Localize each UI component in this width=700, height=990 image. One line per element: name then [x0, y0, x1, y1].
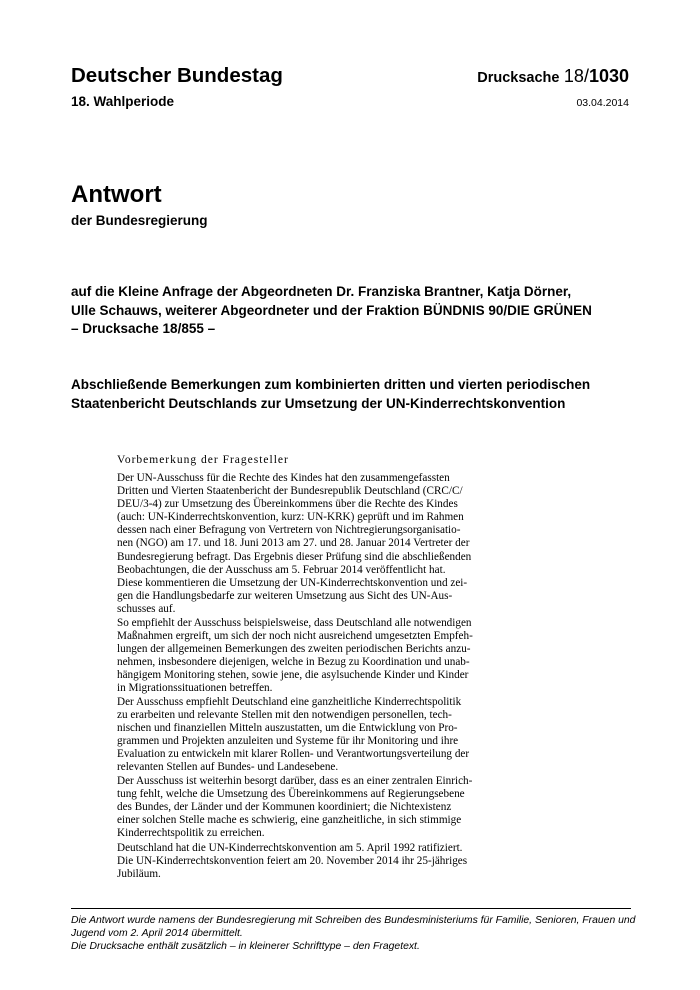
body-paragraph [117, 617, 582, 696]
paragraph-line: lungen der allgemeinen Bemerkungen des zweiten periodischen Berichts anzu- [117, 643, 471, 656]
paragraph-line: grammen und Projekten anzuleiten und Systeme für ihr Monitoring und ihre [117, 735, 459, 748]
paragraph-line: (auch: UN-Kinderrechtskonvention, kurz: UN-KRK) geprüft und im Rahmen [117, 511, 464, 524]
paragraph-line: in Migrationssituationen betreffen. [117, 682, 273, 695]
inquiry-line: – Drucksache 18/855 – [71, 321, 216, 337]
inquiry-line: auf die Kleine Anfrage der Abgeordneten Dr. Franziska Brantner, Katja Dörner, [71, 284, 572, 299]
footnote-divider [71, 908, 631, 909]
organization-name: Deutscher Bundestag [71, 64, 283, 87]
paragraph-line: einer solchen Stelle mache es schwierig, eine ganzheitliche, in sich stimmige [117, 814, 462, 827]
paragraph-line: dessen nach einer Befragung von Vertretern von Nichtregierungsorganisatio- [117, 524, 461, 537]
section-heading: Vorbemerkung der Fragesteller [117, 454, 289, 466]
legislative-period: 18. Wahlperiode [71, 94, 175, 109]
subject-line: Staatenbericht Deutschlands zur Umsetzung der UN-Kinderrechtskonvention [71, 395, 566, 411]
paragraph-line: schusses auf. [117, 602, 176, 615]
paragraph-line: Jubiläum. [117, 868, 161, 881]
document-type-subtitle: der Bundesregierung [71, 213, 208, 228]
paragraph-line: gen die Handlungsbedarfe zur weiteren Umsetzung aus Sicht des UN-Aus- [117, 589, 453, 602]
paragraph-line: Diese kommentieren die Umsetzung der UN-Kinderrechtskonvention und zei- [117, 576, 468, 589]
drucksache-label: Drucksache [477, 70, 560, 86]
inquiry-reference [71, 283, 646, 339]
paragraph-line: Der UN-Ausschuss für die Rechte des Kindes hat den zusammengefassten [117, 472, 450, 484]
paragraph-line: Beobachtungen, die der Ausschuss am 5. Februar 2014 veröffentlicht hat. [117, 563, 446, 576]
paragraph-line: nen (NGO) am 17. und 18. Juni 2013 am 27. und 28. Januar 2014 Vertreter der [117, 537, 470, 550]
body-paragraph [117, 696, 582, 775]
paragraph-line: nehmen, insbesondere diejenigen, welche in Bezug zu Koordination und unab- [117, 656, 470, 669]
paragraph-line: des Bundes, der Länder und der Kommunen koordiniert; die Nichtexistenz [117, 801, 452, 814]
paragraph-line: hängigem Monitoring stehen, sowie jene, die asylsuchende Kinder und Kinder [117, 669, 469, 682]
footnote-line: Die Drucksache enthält zusätzlich – in kleinerer Schrifttype – den Fragetext. [71, 941, 420, 952]
paragraph-line: Bundesregierung befragt. Das Ergebnis dieser Prüfung sind die abschließenden [117, 550, 472, 563]
paragraph-line: Dritten und Vierten Staatenbericht der Bundesrepublik Deutschland (CRC/C/ [117, 485, 463, 498]
paragraph-line: Maßnahmen ergreift, um sich der noch nicht ausreichend umgesetzten Empfeh- [117, 630, 473, 643]
footnote-line: Die Antwort wurde namens der Bundesregierung mit Schreiben des Bundesministeriums für Familie, Senioren, Frauen und [71, 915, 636, 926]
paragraph-line: Deutschland hat die UN-Kinderrechtskonvention am 5. April 1992 ratifiziert. [117, 842, 463, 854]
paragraph-line: Evaluation zu entwickeln mit klarer Rollen- und Verantwortungsverteilung der [117, 748, 470, 761]
drucksache-number: 1030 [588, 66, 629, 86]
body-paragraph [117, 472, 582, 616]
document-subject [71, 376, 646, 413]
paragraph-line: nischen und finanziellen Mitteln auszustatten, um die Entwicklung von Pro- [117, 722, 458, 735]
subject-line: Abschließende Bemerkungen zum kombinierten dritten und vierten periodischen [71, 377, 591, 392]
paragraph-line: Kinderrechtspolitik zu erreichen. [117, 827, 265, 840]
paragraph-line: relevanten Stellen auf Bundes- und Landesebene. [117, 761, 339, 774]
drucksache-reference [477, 66, 629, 87]
paragraph-line: So empfiehlt der Ausschuss beispielsweise, dass Deutschland alle notwendigen [117, 617, 472, 629]
paragraph-line: Der Ausschuss empfiehlt Deutschland eine ganzheitliche Kinderrechtspolitik [117, 696, 462, 708]
body-paragraph [117, 842, 582, 881]
paragraph-line: DEU/3-4) zur Umsetzung des Übereinkommens über die Rechte des Kindes [117, 498, 458, 511]
body-paragraph [117, 775, 582, 840]
document-date: 03.04.2014 [576, 97, 629, 109]
footnotes [71, 914, 636, 953]
paragraph-line: Die UN-Kinderrechtskonvention feiert am 20. November 2014 ihr 25-jähriges [117, 855, 468, 868]
paragraph-line: zu erarbeiten und relevante Stellen mit den notwendigen personellen, tech- [117, 709, 452, 722]
paragraph-line: Der Ausschuss ist weiterhin besorgt darüber, dass es an einer zentralen Einrich- [117, 775, 473, 787]
footnote-line: Jugend vom 2. April 2014 übermittelt. [71, 928, 243, 939]
document-type-title: Antwort [71, 181, 162, 208]
inquiry-line: Ulle Schauws, weiterer Abgeordneter und der Fraktion BÜNDNIS 90/DIE GRÜNEN [71, 302, 592, 318]
paragraph-line: tung fehlt, welche die Umsetzung des Übereinkommens auf Regierungsebene [117, 788, 465, 801]
drucksache-prefix: 18/ [563, 66, 589, 86]
